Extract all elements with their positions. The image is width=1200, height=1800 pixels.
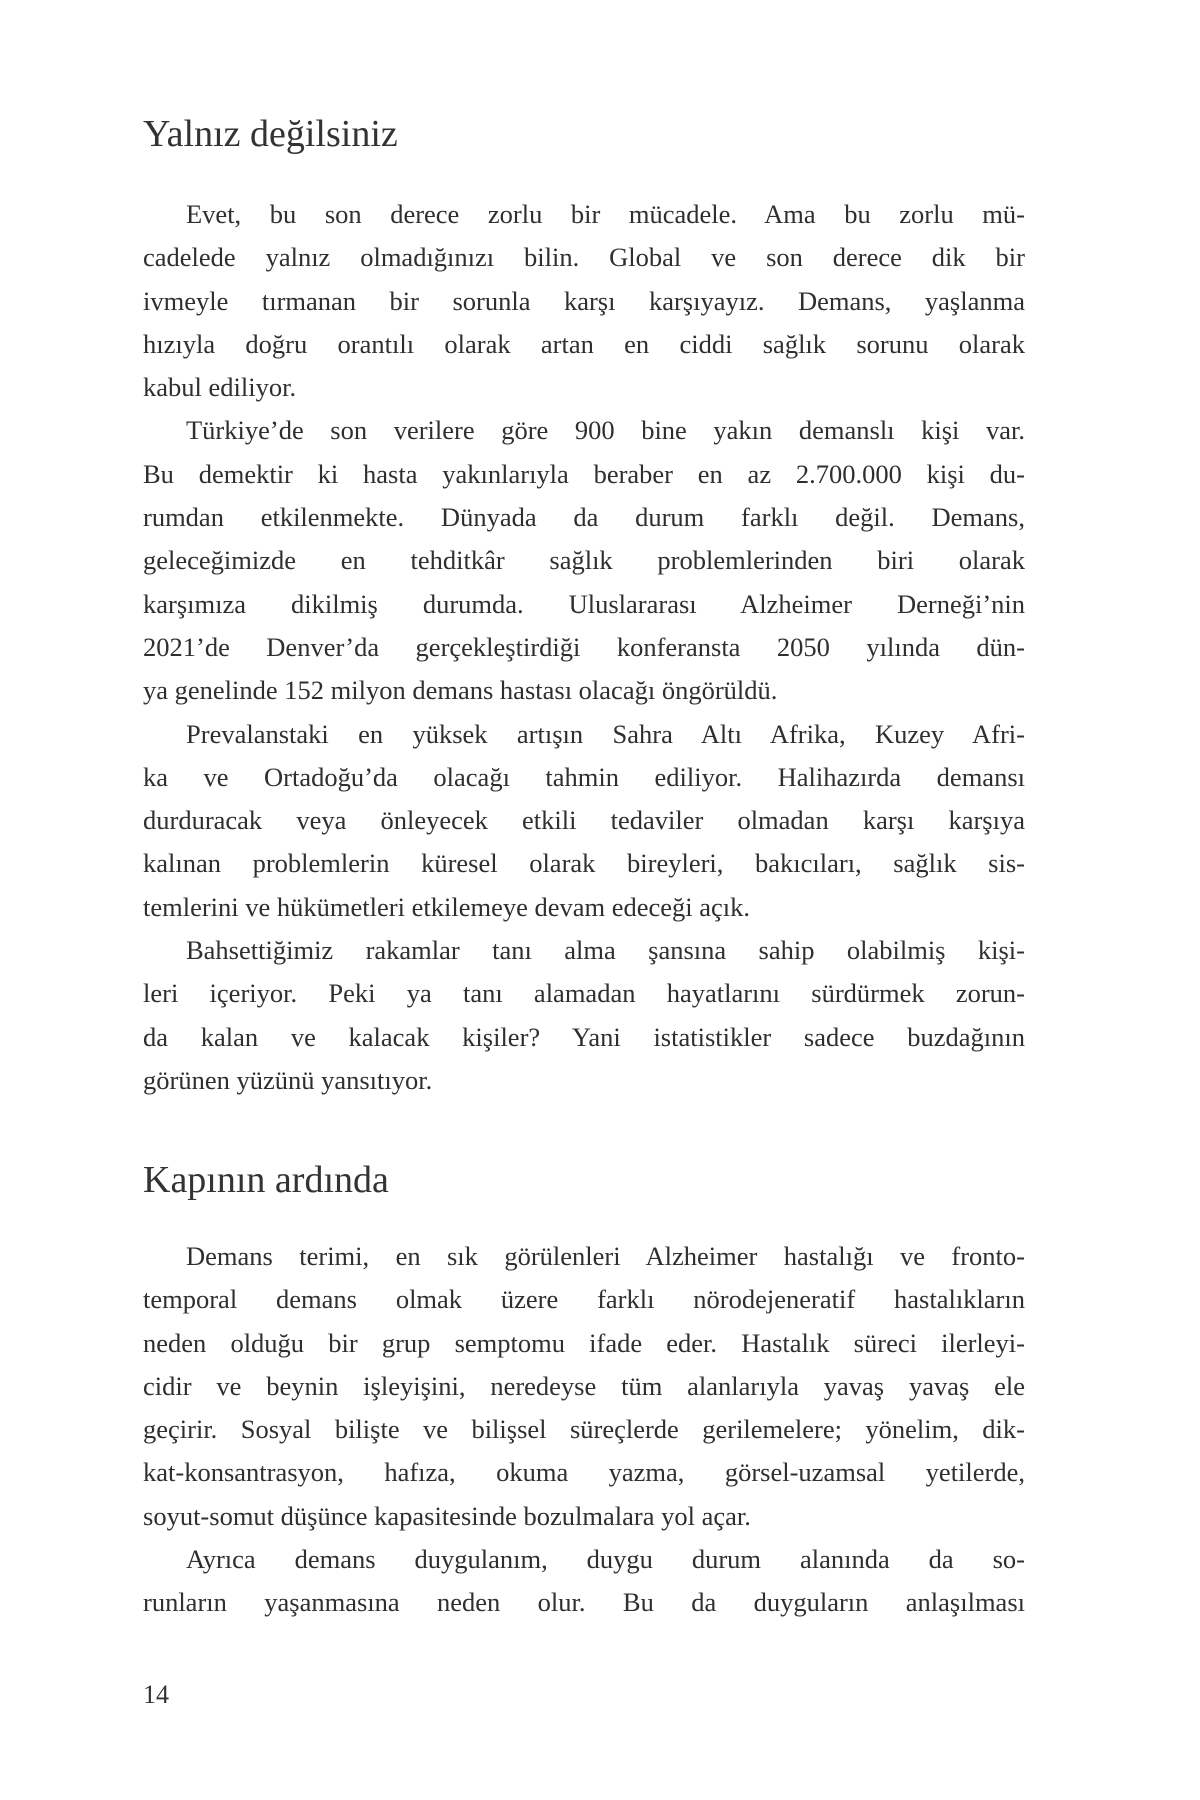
text-line: Prevalanstaki en yüksek artışın Sahra Altı Afrika, Kuzey Afri- [186, 718, 1025, 749]
text-line: ka ve Ortadoğu’da olacağı tahmin ediliyor. Halihazırda demansı [143, 761, 1025, 792]
text-line: geçirir. Sosyal bilişte ve bilişsel süreçlerde gerilemelere; yönelim, dik- [143, 1414, 1025, 1445]
text-line: runların yaşanmasına neden olur. Bu da duyguların anlaşılması [143, 1587, 1025, 1618]
text-line: Ayrıca demans duygulanım, duygu durum alanında da so- [186, 1544, 1025, 1575]
book-page [143, 0, 1025, 1800]
text-line: Demans terimi, en sık görülenleri Alzheimer hastalığı ve fronto- [186, 1241, 1025, 1271]
text-line: da kalan ve kalacak kişiler? Yani istatistikler sadece buzdağının [143, 1021, 1025, 1052]
page-number: 14 [143, 1680, 169, 1709]
section-body-1 [143, 193, 1025, 1102]
text-line: görünen yüzünü yansıtıyor. [143, 1064, 433, 1095]
text-line: temlerini ve hükümetleri etkilemeye devam edeceği açık. [143, 891, 751, 922]
text-line: Bu demektir ki hasta yakınlarıyla beraber en az 2.700.000 kişi du- [143, 458, 1025, 489]
text-line: temporal demans olmak üzere farklı nörodejeneratif hastalıkların [143, 1284, 1025, 1315]
text-line: Bahsettiğimiz rakamlar tanı alma şansına sahip olabilmiş kişi- [186, 935, 1025, 966]
text-line: rumdan etkilenmekte. Dünyada da durum farklı değil. Demans, [143, 502, 1025, 533]
text-line: kabul ediliyor. [143, 372, 297, 403]
text-line: kalınan problemlerin küresel olarak bireyleri, bakıcıları, sağlık sis- [143, 848, 1025, 879]
text-line: kat-konsantrasyon, hafıza, okuma yazma, görsel-uzamsal yetilerde, [143, 1457, 1025, 1488]
text-line: ivmeyle tırmanan bir sorunla karşı karşıyayız. Demans, yaşlanma [143, 285, 1025, 316]
text-line: leri içeriyor. Peki ya tanı alamadan hayatlarını sürdürmek zorun- [143, 978, 1025, 1009]
text-line: ya genelinde 152 milyon demans hastası olacağı öngörüldü. [143, 675, 778, 706]
text-line: Evet, bu son derece zorlu bir mücadele. Ama bu zorlu mü- [186, 199, 1025, 229]
text-line: karşımıza dikilmiş durumda. Uluslararası Alzheimer Derneği’nin [143, 588, 1025, 619]
text-line: durduracak veya önleyecek etkili tedaviler olmadan karşı karşıya [143, 805, 1025, 836]
text-line: neden olduğu bir grup semptomu ifade eder. Hastalık süreci ilerleyi- [143, 1327, 1025, 1358]
text-line: Türkiye’de son verilere göre 900 bine yakın demanslı kişi var. [186, 415, 1025, 446]
section-heading-kapinin-ardinda: Kapının ardında [143, 1159, 389, 1201]
text-line: cidir ve beynin işleyişini, neredeyse tüm alanlarıyla yavaş yavaş ele [143, 1370, 1025, 1401]
text-line: 2021’de Denver’da gerçekleştirdiği konferansta 2050 yılında dün- [143, 631, 1025, 662]
text-line: soyut-somut düşünce kapasitesinde bozulmalara yol açar. [143, 1500, 751, 1531]
section-body-2 [143, 1235, 1025, 1625]
section-heading-yalniz-degilsiniz: Yalnız değilsiniz [143, 113, 398, 155]
text-line: geleceğimizde en tehditkâr sağlık problemlerinden biri olarak [143, 545, 1025, 576]
text-line: cadelede yalnız olmadığınızı bilin. Global ve son derece dik bir [143, 242, 1025, 273]
text-line: hızıyla doğru orantılı olarak artan en ciddi sağlık sorunu olarak [143, 328, 1025, 359]
